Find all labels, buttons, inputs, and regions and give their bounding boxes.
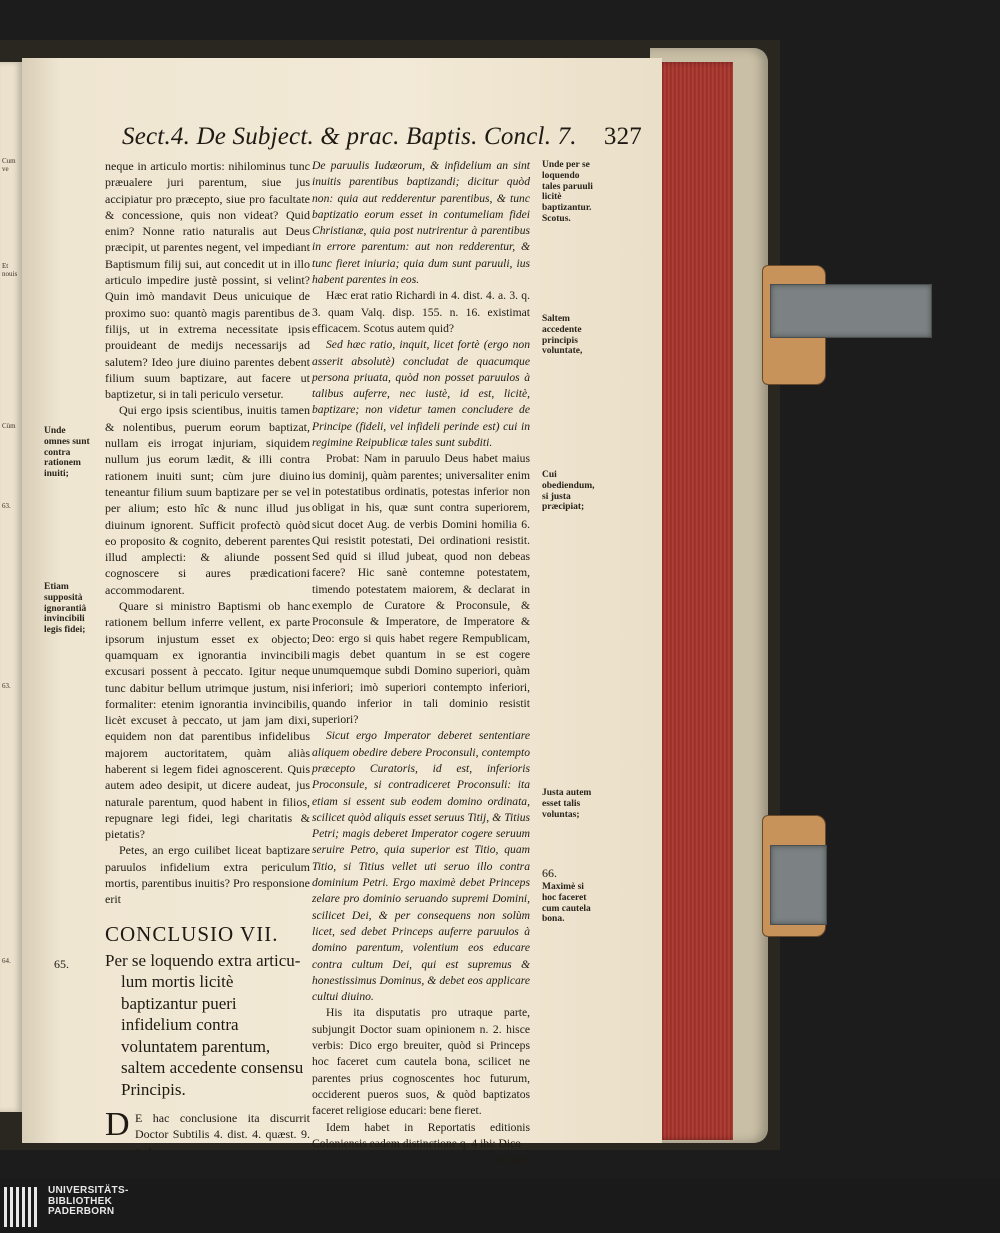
- facing-page-fragment: Cùm: [2, 422, 16, 430]
- margin-note-right: Saltem accedente principis voluntate,: [542, 314, 583, 357]
- paragraph: neque in articulo mortis: nihilominus tunc præualere juri parentum, siue jus accipiatur pro præcepto, siue pro facultate & concessione, quis non videat? Quid enim? Nonne ratio naturalis aut Deus præcipit, ut parentes negent, vel impediant Baptismum filij sui, aut concedit ut in illo articulo impedire justè possint, si velint? Quin imò mandavit Deus unicuique de proximo suo: quantò magis parentibus de filijs, ut in extrema necessitate ipsis prouideant de medijs necessarijs ad salutem? Ideo jure diuino parentes debent filium suum baptizare, aut facere ut baptizetur, si in tali periculo versetur.: [105, 159, 310, 402]
- margin-note-left: Etiam supposità ignorantiâ invincibili legis fidei;: [44, 582, 87, 636]
- margin-note-left: Unde omnes sunt contra rationem inuiti;: [44, 426, 90, 480]
- final-paragraph: [105, 1106, 310, 1159]
- paragraph: Quare si ministro Baptismi ob hanc rationem bellum inferre vellent, ex parte ipsorum injustum esset ex objecto; quamquam ex ignorantia invincibili excusari possent à peccato. Igitur neque tunc dabitur bellum utrimque justum, nisi formaliter: etenim ignorantia invincibilis, licèt excuset à peccato, ut jam jam dixi, equidem non dat parentibus infidelibus majorem auctoritatem, quàm aliàs haberent si legem fidei agnoscerent. Quis autem adeo desipit, ut dicere audeat, jus naturale parentum, quod habent in filios, repugnare legi fidei, legi charitatis & pietatis?: [105, 599, 310, 842]
- margin-note-right: Cui obediendum, si justa præcipiat;: [542, 470, 595, 513]
- metal-clasp-top: [770, 284, 932, 338]
- library-logo-text: UNIVERSITÄTS- BIBLIOTHEK PADERBORN: [48, 1185, 129, 1217]
- section-number-right: 66.: [542, 866, 557, 880]
- catchword: ad qua-: [494, 1153, 530, 1167]
- drop-cap: D: [105, 1106, 130, 1144]
- facing-page-fragment: 63.: [2, 502, 11, 510]
- facing-page-fragment: Cum ve: [2, 157, 16, 173]
- book-page: [22, 58, 662, 1167]
- paragraph: Hæc erat ratio Richardi in 4. dist. 4. a. 3. q. 3. quam Valq. disp. 155. n. 16. existimat efficacem. Scotus autem quid?: [312, 289, 530, 335]
- text-column-right: [312, 158, 530, 1168]
- paragraph: De paruulis Iudæorum, & infidelium an sint inuitis parentibus baptizandi; dicitur quòd non: quia aut redderentur parentibus, & tunc baptizatio eorum esset in contumeliam fidei Christianæ, quia post nutrirentur à parentibus in errore parentum: aut non redderentur, & tunc fieret iniuria; quia dum sunt paruuli, ius habent parentes in eos.: [312, 159, 530, 287]
- conclusion-title: CONCLUSIO VII.: [105, 921, 279, 946]
- library-logo-bar: [0, 1178, 1000, 1233]
- paragraph: Idem habet in Reportatis editionis Coloniensis eadem distinctione q. 4 ibi: Dico: [312, 1120, 530, 1150]
- facing-page-fragment: Et nouis: [2, 262, 18, 278]
- conclusion-first-line: Per se loquendo extra articu-: [105, 950, 301, 970]
- paragraph: Qui ergo ipsis scientibus, inuitis tamen & nolentibus, puerum eorum baptizat, nullam eis irrogat injuriam, siquidem nullum jus eorum lædit, & illi contra rationem inuiti sunt; cùm jure diuino teneantur filium suum baptizare per se vel per alium; esto hîc & nunc illud jus diuinum ignorent. Sufficit profectò quòd eo proposito & cognito, deberent parentes illud amplecti: & aliunde possent cognoscere si aures prædicationi accommodarent.: [105, 403, 310, 597]
- running-title: Sect.4. De Subject. & prac. Baptis. Concl. 7.: [122, 123, 577, 150]
- conclusion-rest: lum mortis licitè baptizantur pueri infidelium contra voluntatem parentum, saltem accedente consensu Principis.: [121, 972, 304, 1099]
- text-column-left: [105, 158, 310, 1159]
- paragraph: Sed hæc ratio, inquit, licet fortè (ergo non asserit absolutè) concludat de quacumque persona priuata, quòd non posset paruulos à talibus auferre, nec iustè, id est, licitè, baptizare; non videtur tamen concludere de Principe (fideli, vel infideli perinde est) cui in regimine Reipublicæ tales sunt subditi.: [312, 338, 530, 450]
- page-edge-red: [655, 62, 733, 1140]
- paragraph: His ita disputatis pro utraque parte, subjungit Doctor suam opinionem n. 2. hisce verbis: Dico ergo breuiter, quòd si Princeps hoc faceret cum cautela bona, scilicet ne parentes prius cognoscentes hoc futurum, occiderent pueros suos, & quòd baptizatos faceret religiose educari: bene fieret.: [312, 1006, 530, 1118]
- paragraph: Probat: Nam in paruulo Deus habet maius ius dominij, quàm parentes; universaliter enim in potestatibus ordinatis, potestas inferior non obligat in his, quæ sunt contra superiorem, sicut docet Aug. de verbis Domini homilia 6. Qui resistit potestati, Dei ordinationi resistit. Sed quid si illud jubeat, quod non debeas facere? Hic sanè contemne potestatem, timendo potestatem maiorem, & declarat in exemplo de Curatore & Proconsule, & Proconsule & Imperatore, de Imperatore & Deo: ergo si quis habet regere Rempublicam, magis debet quantum in se est cogere unumquemque subdi Domino superiori, quàm inferiori; imò superiori contempto inferiori, quando inferior in tali dominio resistit superiori?: [312, 452, 530, 727]
- library-logo-icon: [4, 1187, 40, 1227]
- paragraph: Sicut ergo Imperator deberet sententiare aliquem obedire debere Proconsuli, contempto præcepto Curatoris, id est, inferioris Proconsule, si contradiceret Proconsuli: ita etiam si essent sub eodem domino ordinata, scilicet quòd aliquis esset seruus Titij, & Titius Petri; magis deberet Imperator cogere seruum seruire Petro, quia superior est Titio, quam Titio, si Titius vellet uti seruo illo contra dominium Petri. Ergo maximè debet Princeps zelare pro dominio seruando supremi Domini, scilicet Dei, & per consequens non solùm licet, sed debet Princeps auferre paruulos à domino parentum, volentium eos educare contra cultum Dei, qui est supremus & honestissimus Dominus, & debet eos applicare cultui diuino.: [312, 729, 530, 1004]
- paragraph: Petes, an ergo cuilibet liceat baptizare paruulos infidelium extra periculum mortis, parentibus inuitis? Pro responsione erit: [105, 843, 310, 907]
- margin-note-right: Justa autem esset talis voluntas;: [542, 788, 592, 820]
- facing-page-fragment: 63.: [2, 682, 11, 690]
- facing-page-fragment: 64.: [2, 957, 11, 965]
- final-paragraph-text: E hac conclusione ita discurrit Doctor Subtilis 4. dist. 4. quæst. 9. n. 1.: [135, 1111, 310, 1158]
- margin-note-right: Maximè si hoc faceret cum cautela bona.: [542, 882, 591, 925]
- metal-clasp-bottom: [770, 845, 827, 925]
- page-number: 327: [603, 123, 642, 150]
- running-header: [122, 123, 642, 157]
- margin-note-right: Unde per se loquendo tales paruuli licitè baptizantur. Scotus.: [542, 160, 593, 224]
- conclusion-statement: [105, 950, 310, 1101]
- section-number: 65.: [54, 957, 69, 971]
- facing-page-edge: [0, 62, 24, 1112]
